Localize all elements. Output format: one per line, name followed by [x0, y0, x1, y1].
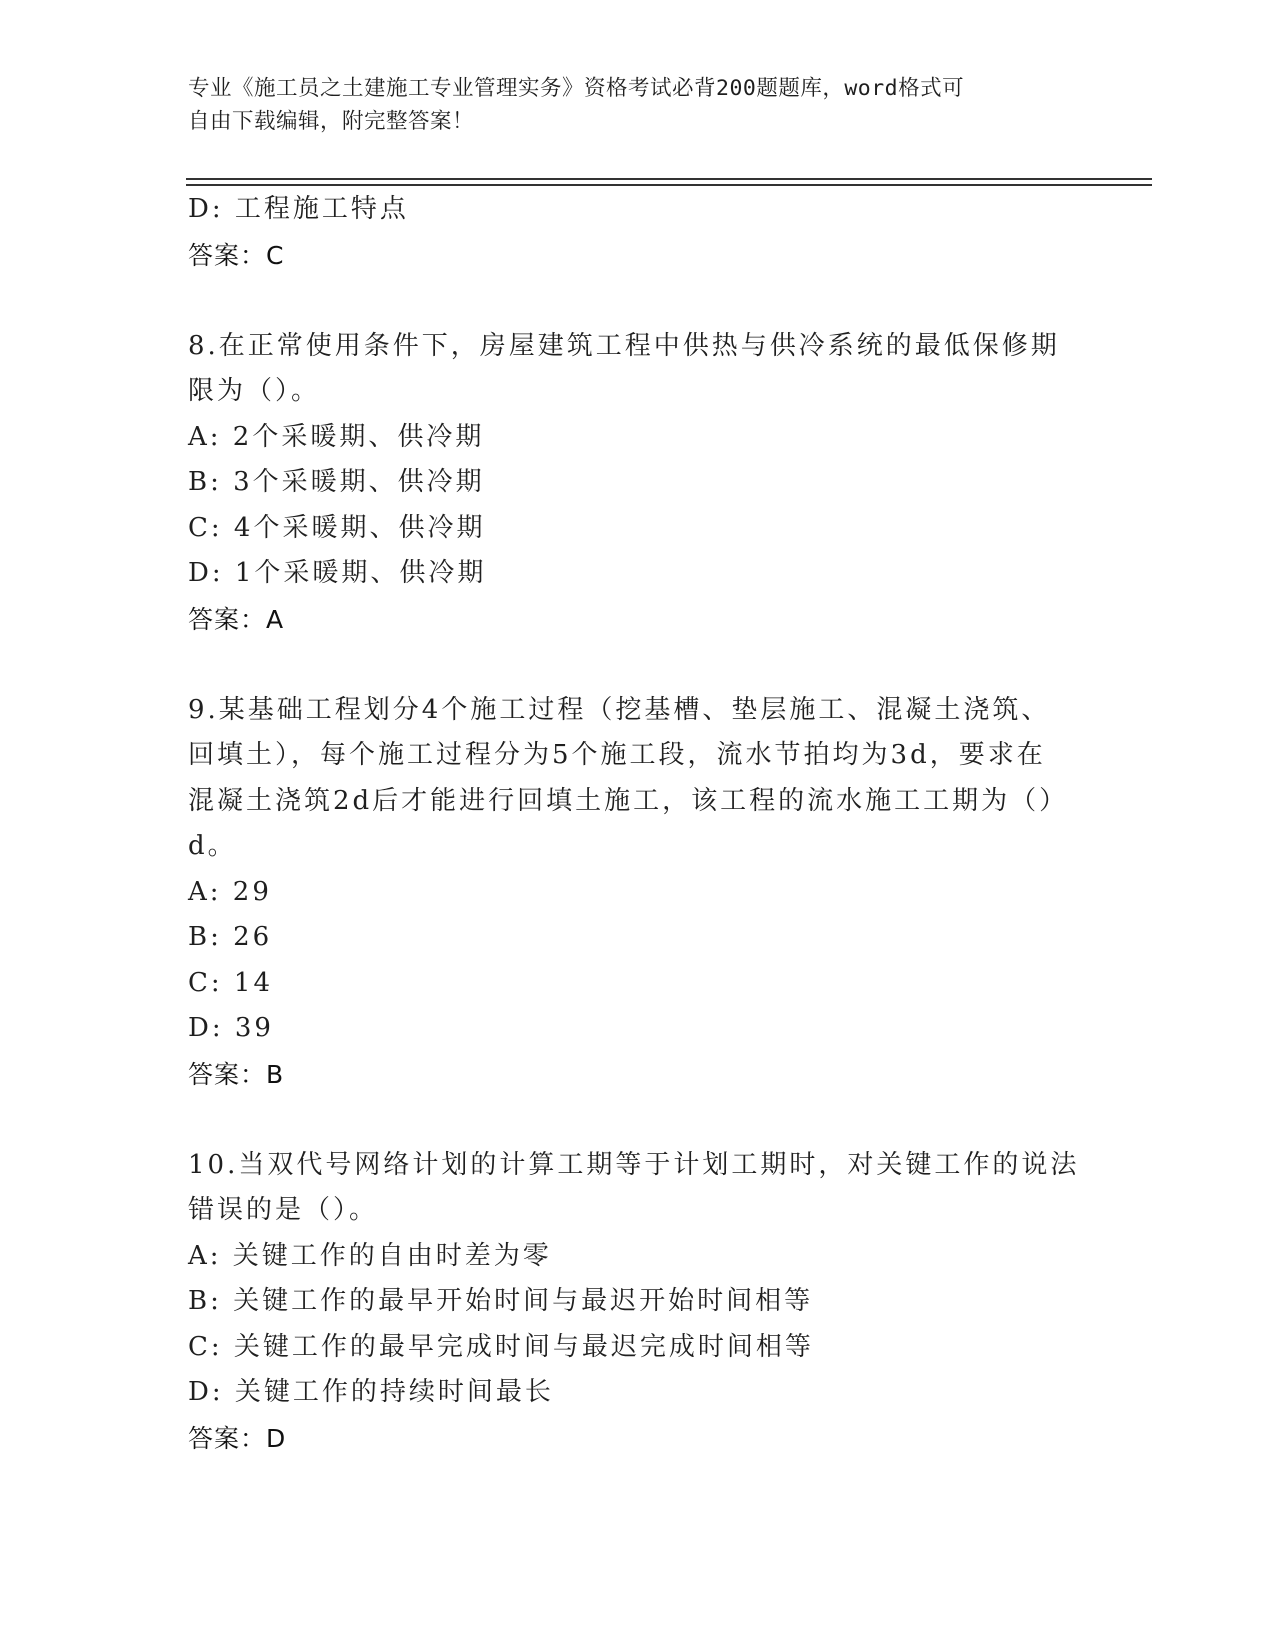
question-9-option-d: D: 39: [188, 1013, 274, 1043]
question-10-option-c: C: 关键工作的最早完成时间与最迟完成时间相等: [188, 1331, 814, 1362]
header-divider-top: [186, 178, 1152, 180]
question-8-stem-line-1: 8.在正常使用条件下，房屋建筑工程中供热与供冷系统的最低保修期: [188, 330, 1060, 361]
question-10-option-a: A: 关键工作的自由时差为零: [188, 1240, 552, 1271]
question-10-option-b: B: 关键工作的最早开始时间与最迟开始时间相等: [188, 1286, 814, 1316]
question-10-answer: 答案：D: [188, 1423, 287, 1453]
question-content: [188, 187, 1088, 1461]
question-8-answer: 答案：A: [188, 604, 285, 634]
question-8-option-b: B: 3个采暖期、供冷期: [188, 467, 485, 497]
question-9-option-b: B: 26: [188, 922, 273, 952]
document-header: [188, 72, 1088, 138]
carryover-option-d: D: 工程施工特点: [188, 194, 409, 224]
question-8-option-a: A: 2个采暖期、供冷期: [188, 421, 485, 452]
question-9-stem-line-4: d。: [188, 831, 237, 861]
header-title-line-1: 专业《施工员之土建施工专业管理实务》资格考试必背200题题库，word格式可: [188, 76, 965, 101]
question-10-stem-line-1: 10.当双代号网络计划的计算工期等于计划工期时，对关键工作的说法: [188, 1149, 1080, 1180]
question-9-option-a: A: 29: [188, 876, 272, 907]
header-divider-bottom: [186, 184, 1152, 186]
question-9-stem-line-3: 混凝土浇筑2d后才能进行回填土施工，该工程的流水施工工期为（）: [188, 785, 1069, 816]
question-8-option-d: D: 1个采暖期、供冷期: [188, 558, 487, 588]
question-10-stem-line-2: 错误的是（）。: [188, 1195, 379, 1225]
spacer: [188, 642, 1088, 688]
question-9-option-c: C: 14: [188, 967, 274, 998]
question-9-stem-line-1: 9.某基础工程划分4个施工过程（挖基槽、垫层施工、混凝土浇筑、: [188, 694, 1051, 725]
question-8-stem-line-2: 限为（）。: [188, 376, 321, 406]
header-title-line-2: 自由下载编辑，附完整答案！: [188, 109, 475, 134]
question-9-answer: 答案：B: [188, 1059, 285, 1089]
question-10: [188, 1143, 1088, 1462]
question-9: [188, 688, 1088, 1098]
spacer: [188, 1097, 1088, 1143]
question-8-option-c: C: 4个采暖期、供冷期: [188, 512, 486, 543]
question-9-stem-line-2: 回填土），每个施工过程分为5个施工段，流水节拍均为3d，要求在: [188, 740, 1046, 770]
spacer: [188, 278, 1088, 324]
question-10-option-d: D: 关键工作的持续时间最长: [188, 1377, 554, 1407]
question-8: [188, 324, 1088, 643]
carryover-answer: 答案：C: [188, 240, 285, 270]
